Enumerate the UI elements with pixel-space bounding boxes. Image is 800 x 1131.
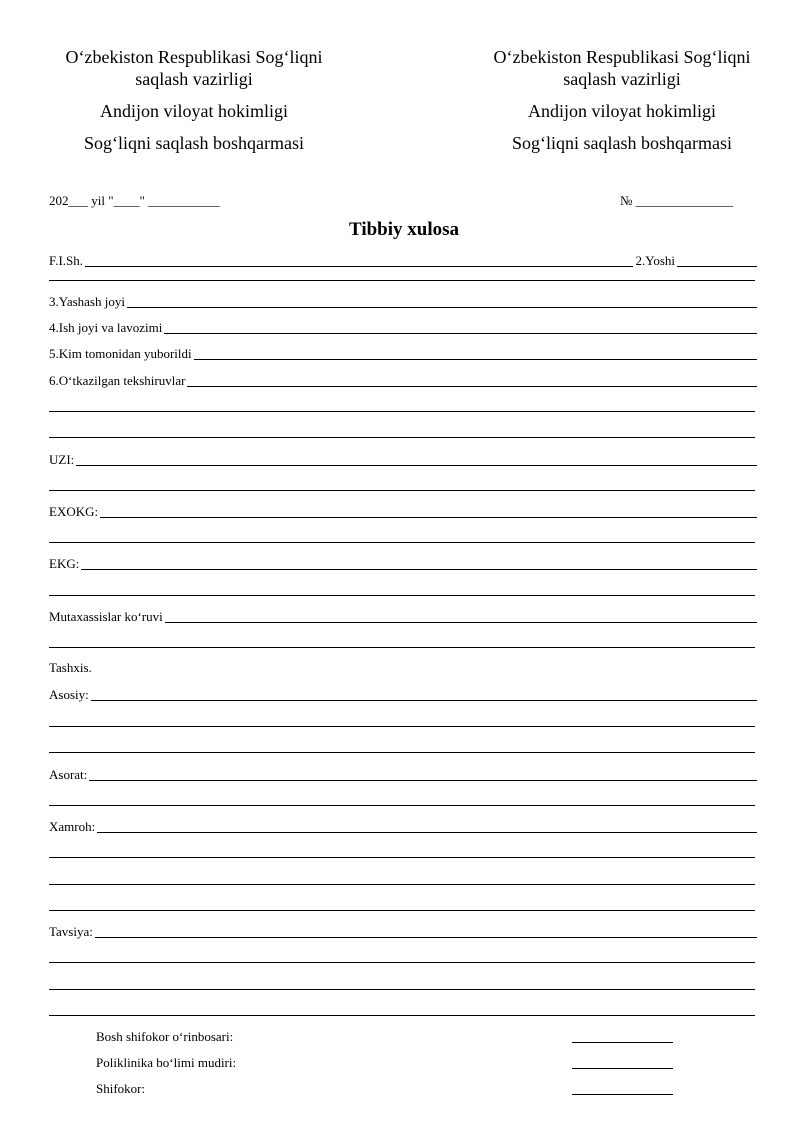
input-tavsiya[interactable] bbox=[95, 923, 757, 938]
field-yashash-joyi bbox=[49, 292, 757, 310]
label-ish-joyi: 4.Ish joyi va lavozimi bbox=[49, 320, 163, 335]
rule-line[interactable] bbox=[49, 962, 755, 963]
field-xamroh bbox=[49, 817, 757, 835]
rule-line[interactable] bbox=[49, 1015, 755, 1016]
label-asorat: Asorat: bbox=[49, 767, 88, 782]
signature-head-label: Poliklinika bo‘limi mudiri: bbox=[96, 1055, 237, 1070]
input-uzi[interactable] bbox=[76, 451, 757, 466]
ministry-line1-right: O‘zbekiston Respublikasi Sog‘liqni bbox=[493, 47, 751, 67]
date-line: 202___ yil "____" ___________ bbox=[49, 193, 220, 208]
department-right: Sog‘liqni saqlash boshqarmasi bbox=[512, 133, 732, 153]
rule-line[interactable] bbox=[49, 595, 755, 596]
rule-line[interactable] bbox=[49, 857, 755, 858]
region-right: Andijon viloyat hokimligi bbox=[528, 101, 716, 121]
rule-line[interactable] bbox=[49, 752, 755, 753]
label-yuborildi: 5.Kim tomonidan yuborildi bbox=[49, 346, 192, 361]
input-asosiy[interactable] bbox=[91, 686, 757, 701]
label-uzi: UZI: bbox=[49, 452, 75, 467]
field-uzi bbox=[49, 450, 757, 468]
input-tekshiruvlar[interactable] bbox=[187, 372, 757, 387]
label-tashxis: Tashxis. bbox=[49, 660, 92, 675]
input-ish-joyi[interactable] bbox=[164, 319, 757, 334]
label-mutaxassislar: Mutaxassislar ko‘ruvi bbox=[49, 609, 163, 624]
rule-line[interactable] bbox=[49, 542, 755, 543]
rule-line[interactable] bbox=[49, 989, 755, 990]
label-exokg: EXOKG: bbox=[49, 504, 99, 519]
rule-line[interactable] bbox=[49, 411, 755, 412]
header-left bbox=[44, 46, 344, 154]
department-left: Sog‘liqni saqlash boshqarmasi bbox=[84, 133, 304, 153]
label-ekg: EKG: bbox=[49, 556, 80, 571]
input-yashash-joyi[interactable] bbox=[127, 293, 757, 308]
region-left: Andijon viloyat hokimligi bbox=[100, 101, 288, 121]
rule-line[interactable] bbox=[49, 726, 755, 727]
number-line: № _______________ bbox=[620, 193, 734, 208]
ministry-line2-left: saqlash vazirligi bbox=[135, 69, 253, 89]
ministry-line1-left: O‘zbekiston Respublikasi Sog‘liqni bbox=[65, 47, 323, 67]
rule-line[interactable] bbox=[49, 647, 755, 648]
field-fish bbox=[49, 251, 757, 269]
rule-line[interactable] bbox=[49, 805, 755, 806]
input-yoshi[interactable] bbox=[677, 252, 757, 267]
field-tekshiruvlar bbox=[49, 371, 757, 389]
field-mutaxassislar bbox=[49, 607, 757, 625]
input-ekg[interactable] bbox=[81, 555, 757, 570]
rule-line[interactable] bbox=[49, 437, 755, 438]
label-tekshiruvlar: 6.O‘tkazilgan tekshiruvlar bbox=[49, 373, 186, 388]
ministry-line2-right: saqlash vazirligi bbox=[563, 69, 681, 89]
signature-doctor-line[interactable] bbox=[572, 1094, 673, 1095]
input-fish[interactable] bbox=[85, 252, 633, 267]
input-yuborildi[interactable] bbox=[194, 345, 757, 360]
signature-head-line[interactable] bbox=[572, 1068, 673, 1069]
input-mutaxassislar[interactable] bbox=[165, 608, 757, 623]
header-right bbox=[472, 46, 772, 154]
rule-line[interactable] bbox=[49, 910, 755, 911]
rule-line[interactable] bbox=[49, 280, 755, 281]
input-asorat[interactable] bbox=[89, 766, 757, 781]
label-tavsiya: Tavsiya: bbox=[49, 924, 93, 939]
field-tavsiya bbox=[49, 922, 757, 940]
signature-deputy-label: Bosh shifokor o‘rinbosari: bbox=[96, 1029, 234, 1044]
signature-doctor-label: Shifokor: bbox=[96, 1081, 146, 1096]
field-ish-joyi bbox=[49, 318, 757, 336]
label-asosiy: Asosiy: bbox=[49, 687, 89, 702]
label-yashash-joyi: 3.Yashash joyi bbox=[49, 294, 125, 309]
label-yoshi: 2.Yoshi bbox=[635, 253, 675, 268]
document-title: Tibbiy xulosa bbox=[348, 219, 459, 240]
input-exokg[interactable] bbox=[100, 503, 757, 518]
label-fish: F.I.Sh. bbox=[49, 253, 83, 268]
rule-line[interactable] bbox=[49, 490, 755, 491]
label-xamroh: Xamroh: bbox=[49, 819, 96, 834]
field-asosiy bbox=[49, 685, 757, 703]
input-xamroh[interactable] bbox=[97, 818, 757, 833]
field-exokg bbox=[49, 502, 757, 520]
field-yuborildi bbox=[49, 344, 757, 362]
rule-line[interactable] bbox=[49, 884, 755, 885]
signature-deputy-line[interactable] bbox=[572, 1042, 673, 1043]
field-asorat bbox=[49, 765, 757, 783]
field-ekg bbox=[49, 554, 757, 572]
